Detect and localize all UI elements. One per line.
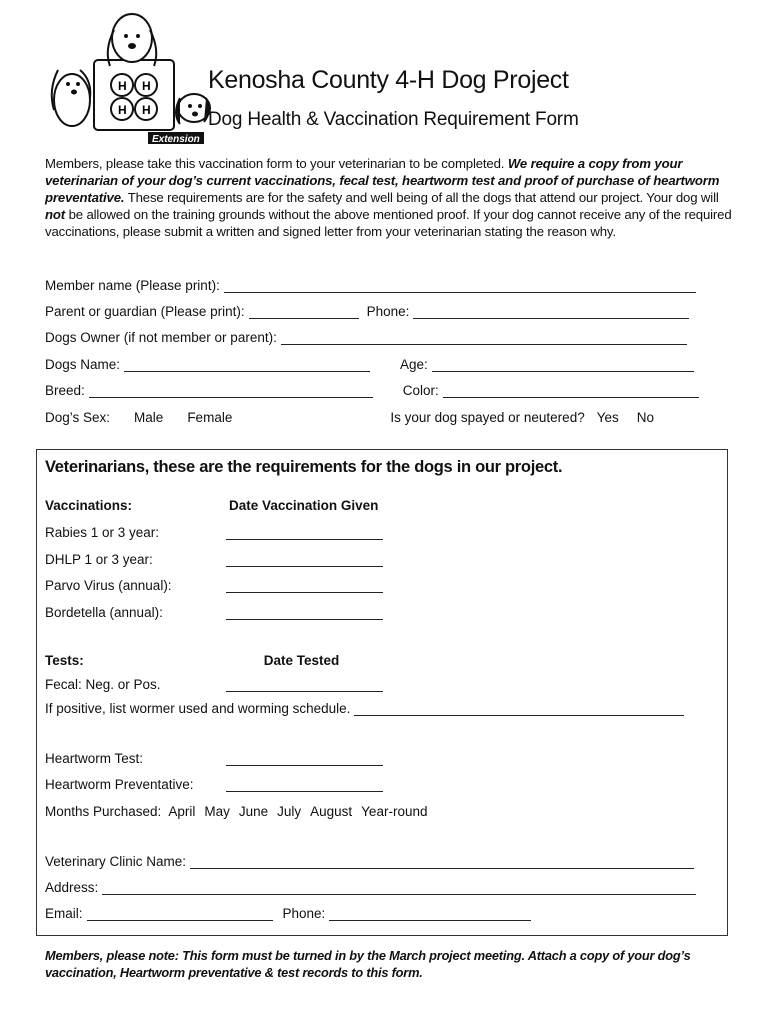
dogs-clover-logo-icon <box>44 10 212 150</box>
phone-field[interactable] <box>413 304 689 319</box>
month-may[interactable]: May <box>204 804 230 819</box>
breed-field[interactable] <box>89 383 373 398</box>
rabies-row <box>45 525 383 540</box>
dhlp-row <box>45 552 383 567</box>
extension-logo-text: Extension <box>152 134 200 145</box>
spayed-no-option[interactable]: No <box>636 410 655 425</box>
dog-name-row <box>45 357 694 372</box>
heartworm-prev-row <box>45 777 383 792</box>
spayed-yes-option[interactable]: Yes <box>596 410 619 425</box>
breed-row <box>45 383 699 398</box>
clinic-field[interactable] <box>190 854 694 869</box>
vet-phone-label: Phone: <box>282 906 326 921</box>
rabies-date-field[interactable] <box>226 525 383 540</box>
members-note: Members, please note: This form must be turned in by the March project meeting. Attach a copy of your dog’s vaccination, Heartworm preventative & test records to this form. <box>45 948 691 980</box>
dhlp-date-field[interactable] <box>226 552 383 567</box>
intro-text-2: These requirements are for the safety and well being of all the dogs that attend our project. Your dog will <box>124 190 719 205</box>
owner-field[interactable] <box>281 330 687 345</box>
months-label: Months Purchased: <box>45 804 162 819</box>
email-field[interactable] <box>87 906 273 921</box>
page-title: Kenosha County 4-H Dog Project <box>208 66 569 94</box>
parvo-label: Parvo Virus (annual): <box>45 578 172 593</box>
owner-row <box>45 330 687 345</box>
positive-label: If positive, list wormer used and worming schedule. <box>45 701 351 716</box>
month-year-round[interactable]: Year-round <box>361 804 428 819</box>
vaccinations-heading: Vaccinations: <box>45 498 133 513</box>
dhlp-label: DHLP 1 or 3 year: <box>45 552 153 567</box>
sex-female-option[interactable]: Female <box>187 410 233 425</box>
email-row <box>45 906 531 921</box>
parent-row <box>45 304 689 319</box>
phone-label: Phone: <box>366 304 410 319</box>
heartworm-prev-label: Heartworm Preventative: <box>45 777 194 792</box>
member-name-row <box>45 278 696 293</box>
fecal-row <box>45 677 383 692</box>
color-label: Color: <box>402 383 439 398</box>
bordetella-label: Bordetella (annual): <box>45 605 163 620</box>
page-subtitle: Dog Health & Vaccination Requirement Form <box>208 109 579 130</box>
vet-phone-field[interactable] <box>329 906 531 921</box>
parvo-row <box>45 578 383 593</box>
email-label: Email: <box>45 906 83 921</box>
svg-text:H: H <box>118 79 127 93</box>
date-tested-heading: Date Tested <box>263 653 340 668</box>
svg-text:H: H <box>142 79 151 93</box>
sex-male-option[interactable]: Male <box>134 410 164 425</box>
svg-text:H: H <box>142 103 151 117</box>
fecal-label: Fecal: Neg. or Pos. <box>45 677 161 692</box>
address-label: Address: <box>45 880 99 895</box>
positive-row <box>45 701 684 716</box>
tests-heading: Tests: <box>45 653 84 668</box>
wormer-field[interactable] <box>354 701 684 716</box>
date-given-heading: Date Vaccination Given <box>229 498 379 513</box>
tests-header-row <box>45 653 339 668</box>
parent-label: Parent or guardian (Please print): <box>45 304 245 319</box>
intro-paragraph <box>45 155 735 240</box>
heartworm-test-row <box>45 751 383 766</box>
address-row <box>45 880 696 895</box>
dog-name-label: Dogs Name: <box>45 357 121 372</box>
parvo-date-field[interactable] <box>226 578 383 593</box>
age-label: Age: <box>400 357 428 372</box>
member-name-field[interactable] <box>224 278 696 293</box>
intro-text-3: be allowed on the training grounds without the above mentioned proof. If your dog cannot receive any of the required vaccinations, please submit a written and signed letter from your veterinarian stating the reason why. <box>45 207 732 239</box>
member-name-label: Member name (Please print): <box>45 278 220 293</box>
address-field[interactable] <box>102 880 696 895</box>
month-july[interactable]: July <box>277 804 302 819</box>
months-row <box>45 804 427 819</box>
parent-field[interactable] <box>249 304 359 319</box>
intro-bold-1: We require a copy from your veterinarian of your dog’s current vaccinations, fecal test, heartworm test and proof of purchase of heartworm preventative. <box>45 156 720 205</box>
clinic-row <box>45 854 694 869</box>
color-field[interactable] <box>443 383 699 398</box>
fecal-date-field[interactable] <box>226 677 383 692</box>
intro-bold-2: not <box>45 207 66 222</box>
sex-row <box>45 410 654 425</box>
month-april[interactable]: April <box>168 804 196 819</box>
spayed-label: Is your dog spayed or neutered? <box>390 410 585 425</box>
svg-text:H: H <box>118 103 127 117</box>
clinic-label: Veterinary Clinic Name: <box>45 854 187 869</box>
heartworm-test-field[interactable] <box>226 751 383 766</box>
month-august[interactable]: August <box>310 804 353 819</box>
owner-label: Dogs Owner (if not member or parent): <box>45 330 277 345</box>
heartworm-test-label: Heartworm Test: <box>45 751 144 766</box>
dog-name-field[interactable] <box>124 357 370 372</box>
bordetella-row <box>45 605 383 620</box>
vaccinations-header-row <box>45 498 378 513</box>
age-field[interactable] <box>432 357 694 372</box>
rabies-label: Rabies 1 or 3 year: <box>45 525 160 540</box>
intro-text-1: Members, please take this vaccination form to your veterinarian to be completed. <box>45 156 508 171</box>
heartworm-prev-field[interactable] <box>226 777 383 792</box>
veterinarian-title: Veterinarians, these are the requirements for the dogs in our project. <box>45 458 563 476</box>
breed-label: Breed: <box>45 383 85 398</box>
month-june[interactable]: June <box>238 804 269 819</box>
sex-label: Dog’s Sex: <box>45 410 111 425</box>
bordetella-date-field[interactable] <box>226 605 383 620</box>
